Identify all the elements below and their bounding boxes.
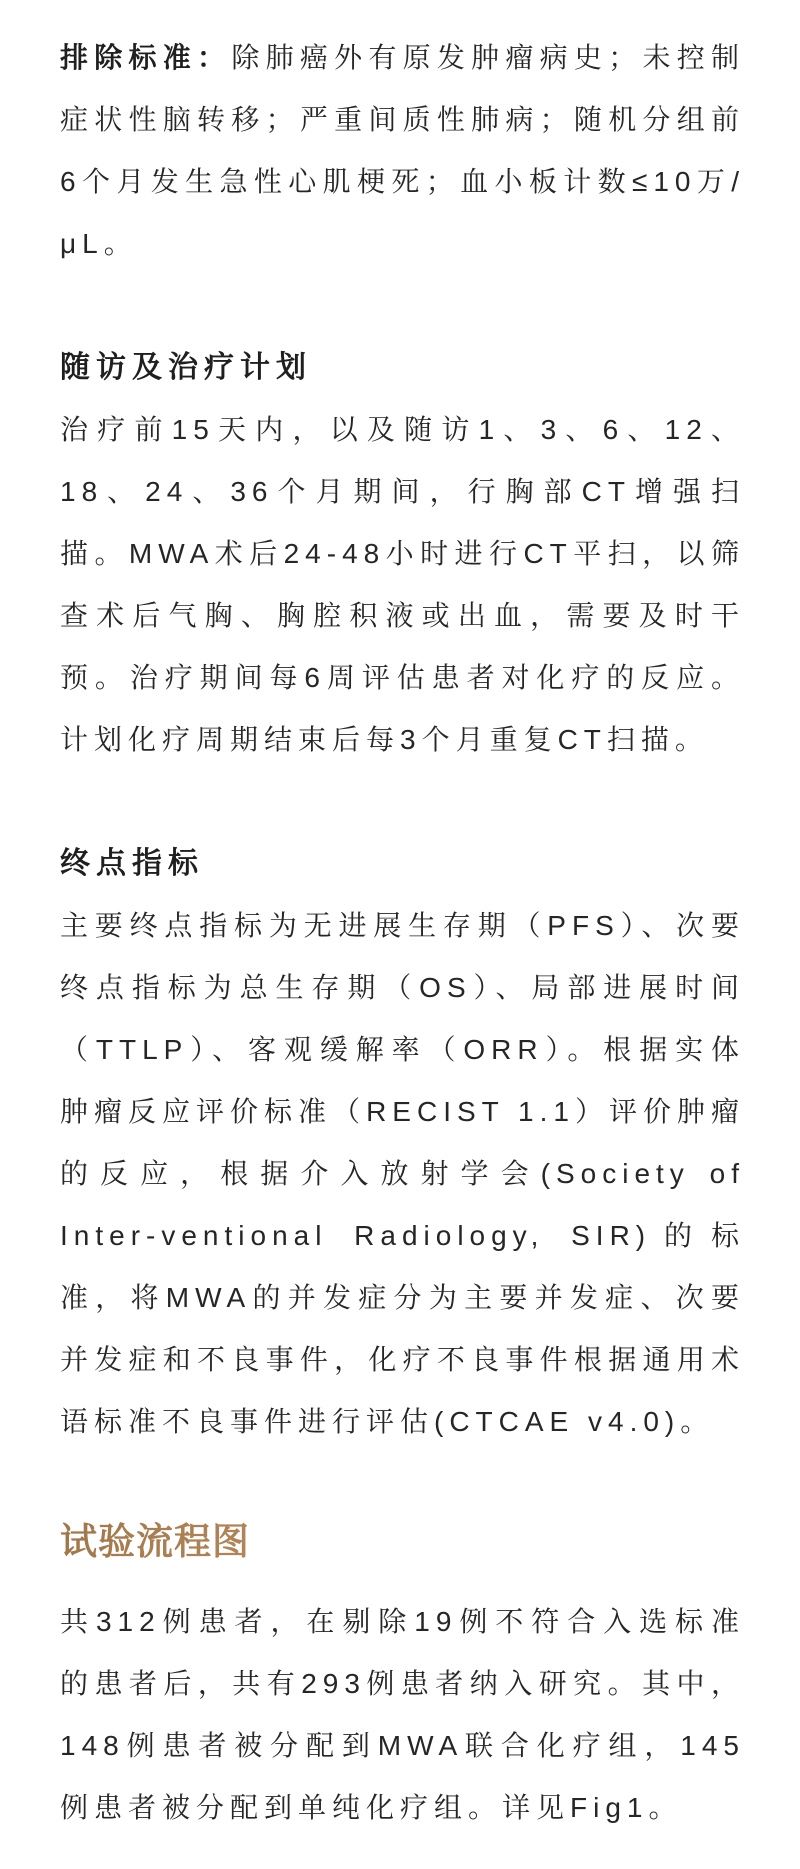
paragraph-trial-flowchart: 共312例患者，在剔除19例不符合入选标准的患者后，共有293例患者纳入研究。其中，148例患者被分配到MWA联合化疗组，145例患者被分配到单纯化疗组。详见Fig1。 — [60, 1606, 745, 1823]
exclusion-criteria-text: 除肺癌外有原发肿瘤病史；未控制症状性脑转移；严重间质性肺病；随机分组前6个月发生急性心肌梗死；血小板计数≤10万/μL。 — [60, 42, 745, 259]
paragraph-exclusion-criteria — [60, 27, 745, 275]
paragraph-endpoints: 主要终点指标为无进展生存期（PFS）、次要终点指标为总生存期（OS）、局部进展时间（TTLP）、客观缓解率（ORR）。根据实体肿瘤反应评价标准（RECIST 1.1）评价肿瘤的反应，根据介入放射学会(Society of Inter-ventional Radiology, SIR)的标准，将MWA的并发症分为主要并发症、次要并发症和不良事件，化疗不良事件根据通用术语标准不良事件进行评估(CTCAE v4.0)。 — [60, 910, 745, 1437]
heading-followup-treatment-plan: 随访及治疗计划 — [60, 351, 312, 384]
paragraph-followup-treatment-plan: 治疗前15天内，以及随访1、3、6、12、18、24、36个月期间，行胸部CT增强扫描。MWA术后24-48小时进行CT平扫，以筛查术后气胸、胸腔积液或出血，需要及时干预。治疗期间每6周评估患者对化疗的反应。计划化疗周期结束后每3个月重复CT扫描。 — [60, 414, 745, 755]
exclusion-criteria-label: 排除标准： — [60, 42, 232, 73]
heading-endpoints: 终点指标 — [60, 847, 204, 880]
heading-trial-flowchart: 试验流程图 — [60, 1515, 745, 1567]
